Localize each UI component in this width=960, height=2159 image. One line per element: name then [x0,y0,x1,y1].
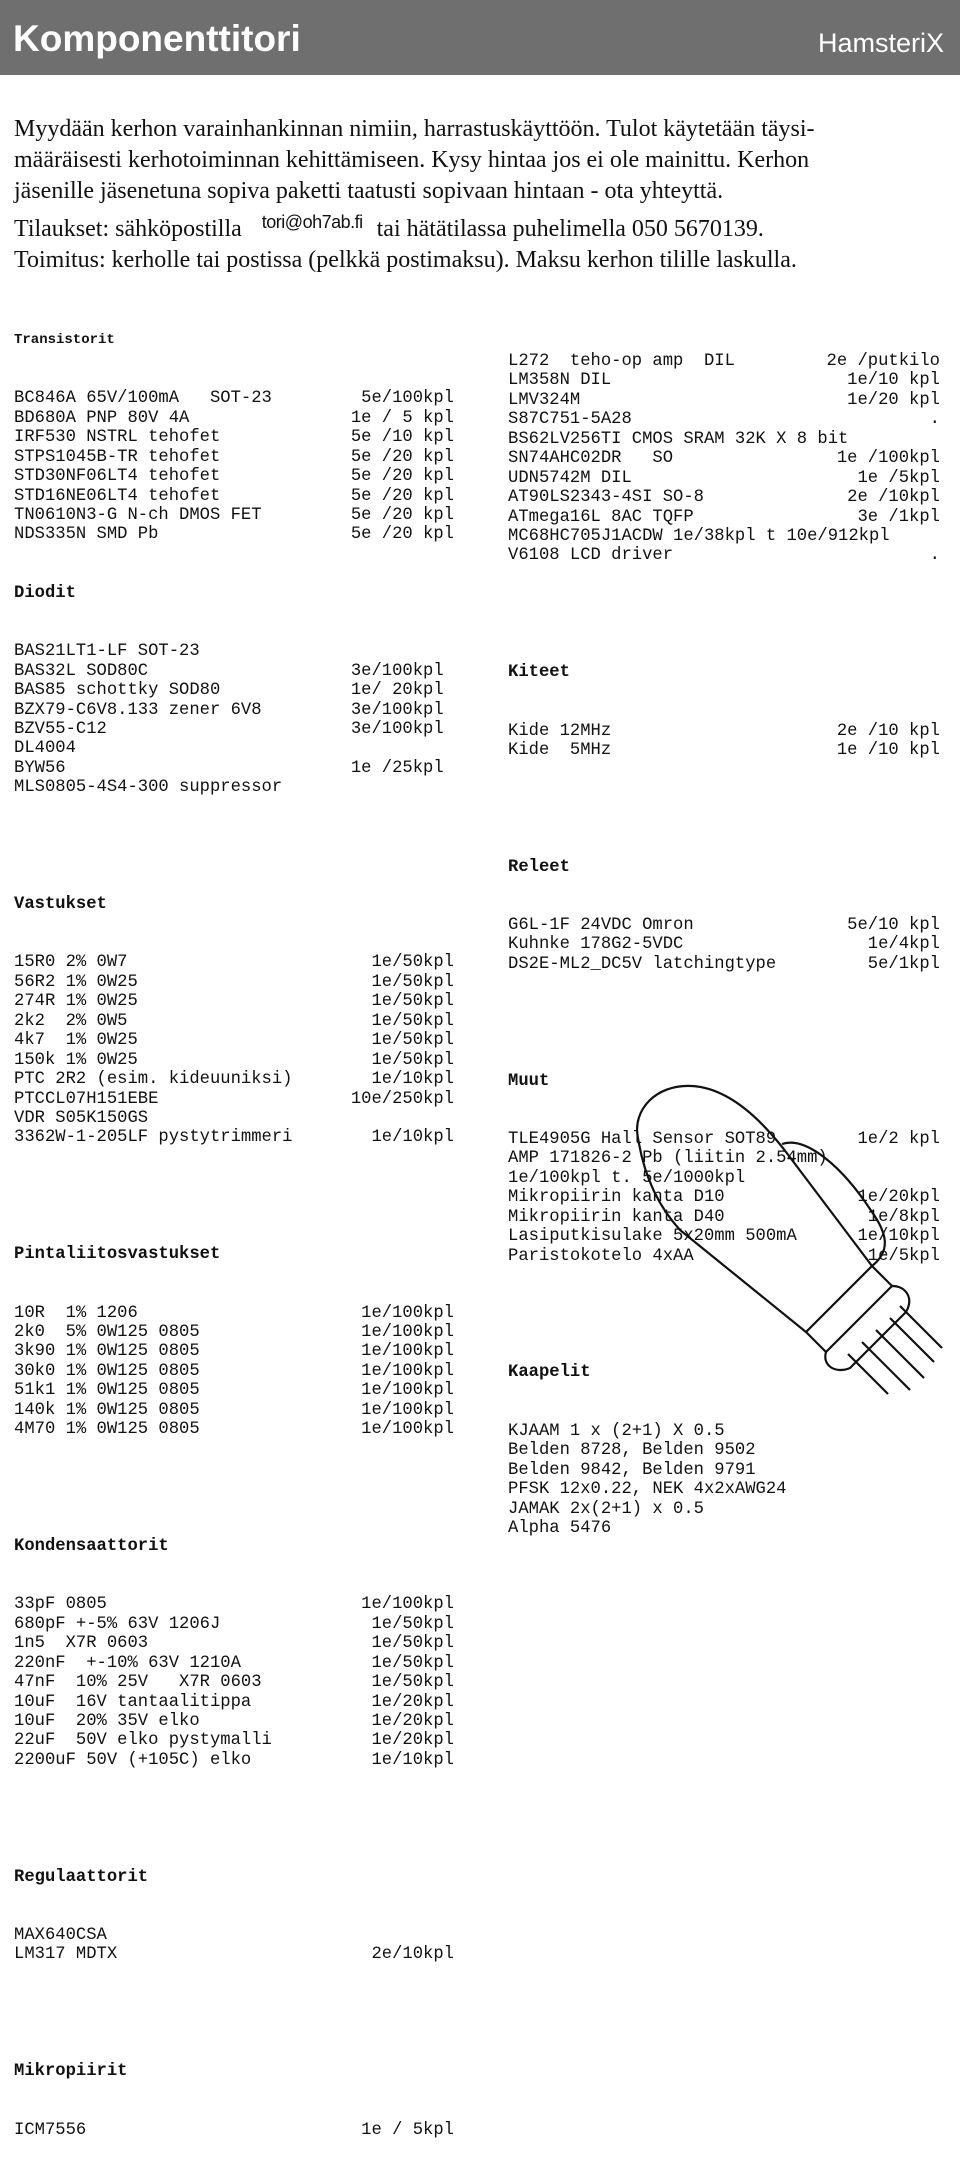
component-name: STD16NE06LT4 tehofet [14,486,221,506]
spacer [14,1187,454,1206]
section-list [14,953,454,1148]
component-price: 1e/10kpl [371,1128,454,1148]
section-title: Regulaattorit [14,1867,149,1887]
component-price: 3e/100kpl [350,719,454,739]
component-name: V6108 LCD driver [508,546,674,566]
component-row [14,662,454,681]
component-row [508,508,940,527]
component-name: 47nF 10% 25V X7R 0603 [14,1673,262,1693]
component-row [14,506,454,525]
component-name: STD30NF06LT4 tehofet [14,467,221,487]
section-title: Releet [508,857,570,877]
component-name: UDN5742M DIL [508,468,632,488]
component-price: 2e /putkilo [826,351,940,371]
component-row [14,1401,454,1420]
component-row [508,1519,940,1538]
spacer [14,1479,454,1498]
component-row [14,701,454,720]
component-name: 680pF +-5% 63V 1206J [14,1614,221,1634]
component-row [508,1441,940,1460]
component-name: LM317 MDTX [14,1945,118,1965]
component-row [14,2121,454,2140]
component-name: KJAAM 1 x (2+1) X 0.5 [508,1421,725,1441]
component-row [14,1634,454,1653]
component-price: 1e /5kpl [857,468,940,488]
spacer [508,799,940,818]
component-row [508,391,940,410]
component-price: 1e /10 kpl [836,740,940,760]
section-list [14,1595,454,1770]
component-name: 2k2 2% 0W5 [14,1011,128,1031]
component-name: Kuhnke 178G2-5VDC [508,935,684,955]
section-list [14,2121,454,2140]
component-price: 1e / 5kpl [361,2120,454,2140]
component-price: . [929,546,940,566]
component-price: 1e/2 kpl [857,1129,940,1149]
component-row [14,1128,454,1147]
component-name: G6L-1F 24VDC Omron [508,916,694,936]
component-price: 1e/100kpl [361,1342,454,1362]
component-row [14,739,454,758]
component-price: 1e/100kpl [361,1381,454,1401]
component-name: VDR S05K150GS [14,1109,149,1129]
component-name: 33pF 0805 [14,1595,107,1615]
component-price: 5e/100kpl [361,389,454,409]
component-name: 220nF +-10% 63V 1210A [14,1653,241,1673]
section-title: Transistorit [14,331,115,348]
component-name: BAS32L SOD80C [14,661,149,681]
intro-line: määräisesti kerhotoiminnan kehittämiseen. Kysy hintaa jos ei ole mainittu. Kerhon [14,147,810,173]
component-name: L272 teho-op amp DIL [508,351,735,371]
component-price: 1e/50kpl [371,1653,454,1673]
component-row [14,759,454,778]
component-price: 1e/8kpl [867,1207,940,1227]
component-name: S87C751-5A28 [508,410,632,430]
section-title: Mikropiirit [14,2062,128,2082]
component-price: 1e/100kpl [361,1361,454,1381]
component-row [14,1109,454,1128]
component-row [14,1381,454,1400]
component-name: 3k90 1% 0W125 0805 [14,1342,200,1362]
component-row [14,448,454,467]
component-name: ATmega16L 8AC TQFP [508,507,694,527]
component-name: BS62LV256TI CMOS SRAM 32K X 8 bit [508,429,849,449]
component-name: MAX640CSA [14,1926,107,1945]
component-price: 2e /10kpl [847,488,940,508]
component-name: Kide 5MHz [508,740,612,760]
component-name: 10uF 16V tantaalitippa [14,1692,252,1712]
component-name: STPS1045B-TR tehofet [14,447,221,467]
order-phone: tai hätätilassa puhelimella 050 5670139. [376,216,764,242]
component-name: PTCCL07H151EBE [14,1089,159,1109]
component-name: 274R 1% 0W25 [14,992,138,1012]
component-name: NDS335N SMD Pb [14,525,159,545]
component-name: 4M70 1% 0W125 0805 [14,1420,200,1440]
component-row [14,1654,454,1673]
component-row [14,389,454,408]
component-price: 2e /10 kpl [836,721,940,741]
component-price: 1e/50kpl [371,972,454,992]
component-row [14,1362,454,1381]
section-list [508,352,940,566]
component-price: 1e/50kpl [371,1634,454,1654]
component-price: 1e/10kpl [371,1750,454,1770]
page-title: Komponenttitori [13,18,301,59]
component-name: 2k0 5% 0W125 0805 [14,1322,200,1342]
component-row [508,741,940,760]
component-name: Mikropiirin kanta D10 [508,1188,725,1208]
component-name: IRF530 NSTRL tehofet [14,428,221,448]
component-name: 51k1 1% 0W125 0805 [14,1381,200,1401]
component-row [14,1615,454,1634]
component-row [14,1420,454,1439]
component-price: 10e/250kpl [350,1089,454,1109]
component-row [14,1090,454,1109]
section-list [14,389,454,545]
component-row [14,1751,454,1770]
component-price: 3e/100kpl [350,700,454,720]
component-price: 1e/20kpl [857,1188,940,1208]
section-title: Vastukset [14,895,107,915]
component-name: 3362W-1-205LF pystytrimmeri [14,1128,293,1148]
component-name: DS2E-ML2_DC5V latchingtype [508,954,777,974]
component-name: BZX79-C6V8.133 zener 6V8 [14,700,262,720]
component-name: Kide 12MHz [508,721,612,741]
component-price: 1e/10kpl [857,1227,940,1247]
component-row [14,428,454,447]
spacer [14,1809,454,1828]
component-row [14,1731,454,1750]
left-column [14,292,454,2159]
component-price: 1e/4kpl [867,935,940,955]
component-row [14,467,454,486]
component-row [508,527,940,546]
component-row [508,1480,940,1499]
spacer [508,1013,940,1032]
component-price: 1e / 5 kpl [350,408,454,428]
component-price: 1e/20kpl [371,1731,454,1751]
page-header [0,0,960,75]
component-row [14,1673,454,1692]
component-price: 1e/50kpl [371,1050,454,1070]
component-price: 1e/100kpl [361,1322,454,1342]
vacuum-tube-illustration [610,1080,950,1410]
component-price: 1e/20 kpl [847,390,940,410]
component-name: BZV55-C12 [14,719,107,739]
component-name: JAMAK 2x(2+1) x 0.5 [508,1499,704,1519]
component-price: 1e/20kpl [371,1712,454,1732]
component-name: AMP 171826-2 Pb (liitin 2.54mm) [508,1149,828,1169]
component-name: PTC 2R2 (esim. kideuuniksi) [14,1070,293,1090]
component-price: 1e/50kpl [371,992,454,1012]
component-row [14,681,454,700]
component-price: 3e/100kpl [350,661,454,681]
component-name: 150k 1% 0W25 [14,1050,138,1070]
component-name: PFSK 12x0.22, NEK 4x2xAWG24 [508,1480,787,1500]
section-title: Kiteet [508,663,570,683]
component-name: 2200uF 50V (+105C) elko [14,1750,252,1770]
intro-line: Myydään kerhon varainhankinnan nimiin, harrastuskäyttöön. Tulot käytetään täysi- [14,116,815,142]
component-name: BC846A 65V/100mA SOT-23 [14,389,272,409]
component-row [508,430,940,449]
component-price: 5e /10 kpl [350,428,454,448]
component-row [14,1051,454,1070]
component-row [508,469,940,488]
component-price: 1e/100kpl [361,1303,454,1323]
component-name: BAS85 schottky SOD80 [14,681,221,701]
section-title: Kondensaattorit [14,1536,169,1556]
component-name: Mikropiirin kanta D40 [508,1207,725,1227]
component-name: 1e/100kpl t. 5e/1000kpl [508,1168,746,1188]
component-price: 1e/5kpl [867,1246,940,1266]
section-list [14,1304,454,1440]
spacer [14,837,454,856]
component-name: BYW56 [14,758,66,778]
component-row [14,1945,454,1964]
component-name: Lasiputkisulake 5x20mm 500mA [508,1227,797,1247]
component-price: 5e /20 kpl [350,525,454,545]
component-price: 2e/10kpl [371,1945,454,1965]
component-name: 10uF 20% 35V elko [14,1712,200,1732]
component-row [14,973,454,992]
component-name: 30k0 1% 0W125 0805 [14,1361,200,1381]
component-row [508,935,940,954]
section-list [508,722,940,761]
component-row [508,955,940,974]
component-row [14,1926,454,1945]
component-price: 5e/1kpl [867,954,940,974]
component-price: 1e/20kpl [371,1692,454,1712]
component-price: 1e /25kpl [350,758,454,778]
component-name: SN74AHC02DR SO [508,449,674,469]
component-row [508,916,940,935]
component-row [14,1304,454,1323]
component-name: TLE4905G Hall Sensor SOT89 [508,1129,777,1149]
component-price: 1e/50kpl [371,1614,454,1634]
component-name: LMV324M [508,390,581,410]
section-title: Diodit [14,583,76,603]
section-title: Kaapelit [508,1363,591,1383]
component-row [14,525,454,544]
component-row [508,488,940,507]
component-row [14,1323,454,1342]
component-row [14,1693,454,1712]
component-name: BAS21LT1-LF SOT-23 [14,642,200,662]
component-row [508,1461,940,1480]
component-row [14,409,454,428]
component-name: DL4004 [14,739,76,759]
component-row [14,1595,454,1614]
section-list [508,916,940,974]
component-row [508,449,940,468]
order-label: Tilaukset: sähköpostilla [14,216,242,242]
intro-text [14,114,954,276]
component-name: 4k7 1% 0W25 [14,1031,138,1051]
component-price: . [929,410,940,430]
component-price: 1e/ 20kpl [350,681,454,701]
component-price: 1e/50kpl [371,1673,454,1693]
component-row [14,1070,454,1089]
component-row [508,371,940,390]
component-name: Alpha 5476 [508,1519,612,1539]
component-row [14,1012,454,1031]
email-image: tori@oh7ab.fi [261,212,363,232]
component-name: Belden 9842, Belden 9791 [508,1460,756,1480]
component-row [508,410,940,429]
component-price: 1e/50kpl [371,1011,454,1031]
component-row [14,953,454,972]
component-name: 22uF 50V elko pystymalli [14,1731,272,1751]
component-price: 1e/100kpl [361,1595,454,1615]
component-name: 140k 1% 0W125 0805 [14,1400,200,1420]
component-price: 1e/10kpl [371,1070,454,1090]
component-price: 5e /20 kpl [350,505,454,525]
component-price: 5e /20 kpl [350,467,454,487]
component-name: 10R 1% 1206 [14,1303,138,1323]
component-price: 5e /20 kpl [350,447,454,467]
spacer [508,605,940,624]
component-name: 15R0 2% 0W7 [14,953,128,973]
component-price: 1e /100kpl [836,449,940,469]
component-name: Paristokotelo 4xAA [508,1246,694,1266]
brand-name: HamsteriX [817,28,944,58]
component-price: 1e/10 kpl [847,371,940,391]
component-row [508,1422,940,1441]
component-row [508,546,940,565]
component-name: LM358N DIL [508,371,612,391]
component-row [508,722,940,741]
component-price: 3e /1kpl [857,507,940,527]
component-price: 1e/100kpl [361,1400,454,1420]
component-name: TN0610N3-G N-ch DMOS FET [14,505,262,525]
component-row [14,642,454,661]
component-name: 56R2 1% 0W25 [14,972,138,992]
section-title: Muut [508,1071,550,1091]
component-name: ICM7556 [14,2120,87,2140]
component-name: MLS0805-4S4-300 suppressor [14,778,283,798]
component-row [14,487,454,506]
component-row [14,992,454,1011]
intro-line: jäsenille jäsenetuna sopiva paketti taatusti sopivaan hintaan - ota yhteyttä. [14,178,724,204]
component-row [508,352,940,371]
intro-line: Toimitus: kerholle tai postissa (pelkkä postimaksu). Maksu kerhon tilille laskulla. [14,247,797,273]
intro-line [14,207,954,245]
component-name: Belden 8728, Belden 9502 [508,1441,756,1461]
component-price: 5e /20 kpl [350,486,454,506]
section-list [508,1422,940,1539]
section-list [14,642,454,798]
component-price: 1e/50kpl [371,953,454,973]
component-row [14,778,454,797]
section-list [14,1926,454,1965]
component-row [14,1342,454,1361]
component-price: 5e/10 kpl [847,916,940,936]
component-name: AT90LS2343-4SI SO-8 [508,488,704,508]
component-row [14,1031,454,1050]
component-price: 1e/100kpl [361,1420,454,1440]
component-name: 1n5 X7R 0603 [14,1634,149,1654]
component-row [508,1500,940,1519]
component-row [14,720,454,739]
component-name: BD680A PNP 80V 4A [14,408,190,428]
section-title: Pintaliitosvastukset [14,1245,221,1265]
component-name: MC68HC705J1ACDW 1e/38kpl t 10e/912kpl [508,526,890,546]
spacer [14,2004,454,2023]
component-row [14,1712,454,1731]
component-price: 1e/50kpl [371,1031,454,1051]
